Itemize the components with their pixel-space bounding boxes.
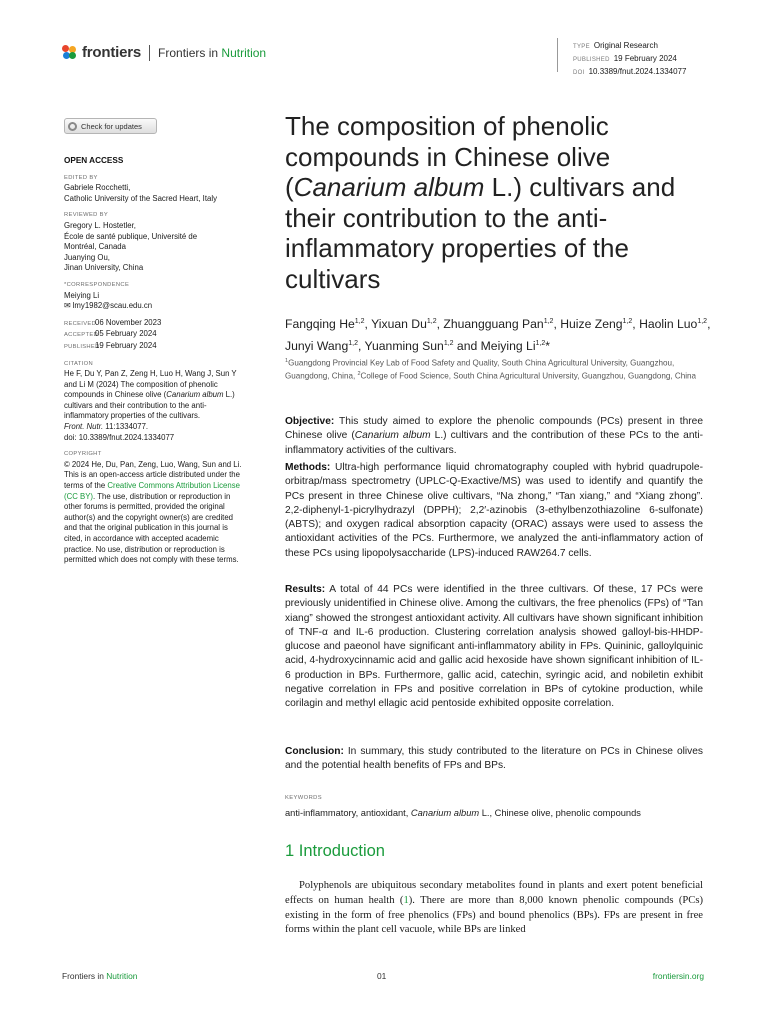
abstract-objective: Objective: This study aimed to explore the phenolic compounds (PCs) present in three Chinese olive (Canarium album L.) cultivars and the contribution of these PCs to the anti-inflammatory activities of the cultivars. <box>285 416 703 456</box>
reviewer-line: École de santé publique, Université de <box>64 231 198 241</box>
author-name[interactable]: Meiying Li$^{1,2}$ <box>480 339 546 354</box>
editor-name: Gabriele Rocchetti, <box>64 183 131 193</box>
section-heading-introduction: 1 Introduction <box>285 842 385 860</box>
correspondence-email[interactable]: ✉ lmy1982@scau.edu.cn <box>64 301 153 311</box>
reviewer-line: Juanying Ou, <box>64 252 110 262</box>
correspondence-heading: *CORRESPONDENCE <box>64 281 130 288</box>
brand-name: frontiers <box>82 44 142 61</box>
logo-divider <box>149 45 150 61</box>
article-title: The composition of phenolic compounds in Chinese olive (Canarium album L.) cultivars and their contribution to the anti-inflammatory properties of the cultivars <box>285 111 676 294</box>
dates: RECEIVED06 November 2023 ACCEPTED05 February 2024 PUBLISHED19 February 2024 <box>64 317 162 350</box>
reference-link[interactable]: 1 <box>403 894 409 906</box>
open-access-label: OPEN ACCESS <box>64 156 124 165</box>
mail-icon: ✉ <box>64 301 73 311</box>
page-number: 01 <box>377 971 387 981</box>
reviewer-line: Gregory L. Hostetler, <box>64 220 136 230</box>
correspondence-name: Meiying Li <box>64 290 100 300</box>
frontiers-logo-icon <box>62 45 77 60</box>
meta-published: PUBLISHED 19 February 2024 <box>573 54 677 63</box>
copyright-text: © 2024 He, Du, Pan, Zeng, Luo, Wang, Sun and Li. This is an open-access article distributed under the terms of the Creative Commons Attribution License (CC BY). The use, distribution or reproduction in other forums is permitted, provided the original author(s) and the copyright owner(s) are credited and that the original publication in this journal is cited, in accordance with accepted academic practice. No use, distribution or reproduction is permitted which does not comply with these terms. <box>64 459 242 565</box>
author-name[interactable]: Zhuangguang Pan$^{1,2}$ <box>443 317 554 332</box>
citation-text: He F, Du Y, Pan Z, Zeng H, Luo H, Wang J, Sun Y and Li M (2024) The composition of phenolic compounds in Chinese olive (Canarium album L.) cultivars and their contribution to the anti-inflammatory properties of the cultivars. Front. Nutr. 11:1334077. doi: 10.3389/fnut.2024.1334077 <box>64 369 237 442</box>
author-list: Fangqing He$^{1,2}$, Yixuan Du$^{1,2}$, Zhuangguang Pan$^{1,2}$, Huize Zeng$^{1,2}$, Haolin Luo$^{1,2}$, Junyi Wang$^{1,2}$, Yuanming Sun$^{1,2}$ and Meiying Li$^{1,2}$* <box>285 317 711 354</box>
check-for-updates-label: Check for updates <box>81 121 142 131</box>
author-name[interactable]: Haolin Luo$^{1,2}$ <box>639 317 708 332</box>
abstract-conclusion: Conclusion: In summary, this study contributed to the literature on PCs in Chinese olives and the potential health benefits of FPs and BPs. <box>285 746 703 772</box>
edited-by-heading: EDITED BY <box>64 174 98 181</box>
check-for-updates-button[interactable] <box>64 118 157 134</box>
frontiers-logo[interactable] <box>62 44 266 61</box>
citation-heading: CITATION <box>64 360 93 367</box>
reviewer-line: Jinan University, China <box>64 263 144 273</box>
meta-divider <box>557 38 558 72</box>
keywords-heading: KEYWORDS <box>285 795 323 801</box>
author-name[interactable]: Huize Zeng$^{1,2}$ <box>560 317 633 332</box>
footer-website-link[interactable]: frontiersin.org <box>652 971 704 981</box>
introduction-paragraph: Polyphenols are ubiquitous secondary metabolites found in plants and exert potent beneficial effects on human health (1). There are more than 8,000 known phenolic compounds (PCs) existing in the form of free phenolics (FPs) and bound phenolics (BPs). FPs are present in free forms within the plant cell vacuole, while BPs are linked <box>285 880 704 936</box>
author-name[interactable]: Yuanming Sun$^{1,2}$ <box>364 339 454 354</box>
keywords: anti-inflammatory, antioxidant, Canarium album L., Chinese olive, phenolic compounds <box>285 808 641 818</box>
editor-affiliation: Catholic University of the Sacred Heart, Italy <box>64 193 217 203</box>
abstract-methods: Methods: Ultra-high performance liquid chromatography coupled with hybrid quadrupole-orbitrap/mass spectrometry (UPLC-Q-Exactive/MS) was used to identify and quantify the PCs present in three Chinese olive cultivars, “Na zhong,” “Tan xiang,” and “Xiang zhong”. 2,2-diphenyl-1-picrylhydrazyl (DPPH); 2,2′-azinobis (3-ethylbenzothiazoline 6-sulfonate) (ABTS); and oxygen radical absorption capacity (ORAC) assays were used to assess the antioxidant activities of the PCs. Furthermore, we analyzed the anti-inflammatory action of these PCs using lipopolysaccharide (LPS)-induced RAW264.7 cells. <box>285 462 703 559</box>
affiliations: $^1$Guangdong Provincial Key Lab of Food Safety and Quality, South China Agricultural University, Guangzhou, Guangdong, China, $^2$College of Food Science, South China Agricultural University, Guangzhou, Guangdong, China <box>285 358 697 381</box>
abstract-results: Results: A total of 44 PCs were identified in the three cultivars. Of these, 17 PCs were previously unidentified in Chinese olive. Among the cultivars, the free phenolics (FPs) of “Tan xiang” showed the strongest antioxidant activity. All cultivars have shown significant inhibition of TNF-α and IL-6 production. Clustering correlation analysis showed galloyl-bis-HHDP-glucose and paeonol have significant anti-inflammatory ability in FPs. Quininic, galloylquinic acid, 4-hydroxycinnamic acid and gallic acid hexoside have shown significant inhibition of IL-6 production in BPs. Furthermore, gallic acid, catechin, syringic acid, and nobiletin exhibit negative correlation in FPs and positive correlation in BPs of cytokine production, while corilagin and methyl ellagic acid pentoside exhibited opposite correlation. <box>285 584 703 710</box>
journal-name: Frontiers in Nutrition <box>158 45 267 60</box>
reviewer-line: Montréal, Canada <box>64 242 126 252</box>
refresh-icon <box>68 122 77 131</box>
meta-doi: DOI 10.3389/fnut.2024.1334077 <box>573 67 687 76</box>
copyright-heading: COPYRIGHT <box>64 451 102 458</box>
meta-type: TYPE Original Research <box>573 41 658 50</box>
author-name[interactable]: Yixuan Du$^{1,2}$ <box>371 317 437 332</box>
sidebar <box>64 156 254 566</box>
article-meta <box>573 40 686 79</box>
cc-by-link[interactable]: Creative Commons Attribution License (CC BY) <box>64 481 240 501</box>
reviewed-by-heading: REVIEWED BY <box>64 212 109 219</box>
author-name[interactable]: Fangqing He$^{1,2}$ <box>285 317 365 332</box>
footer-journal: Frontiers in Nutrition <box>62 971 138 981</box>
author-name[interactable]: Junyi Wang$^{1,2}$ <box>285 339 358 354</box>
